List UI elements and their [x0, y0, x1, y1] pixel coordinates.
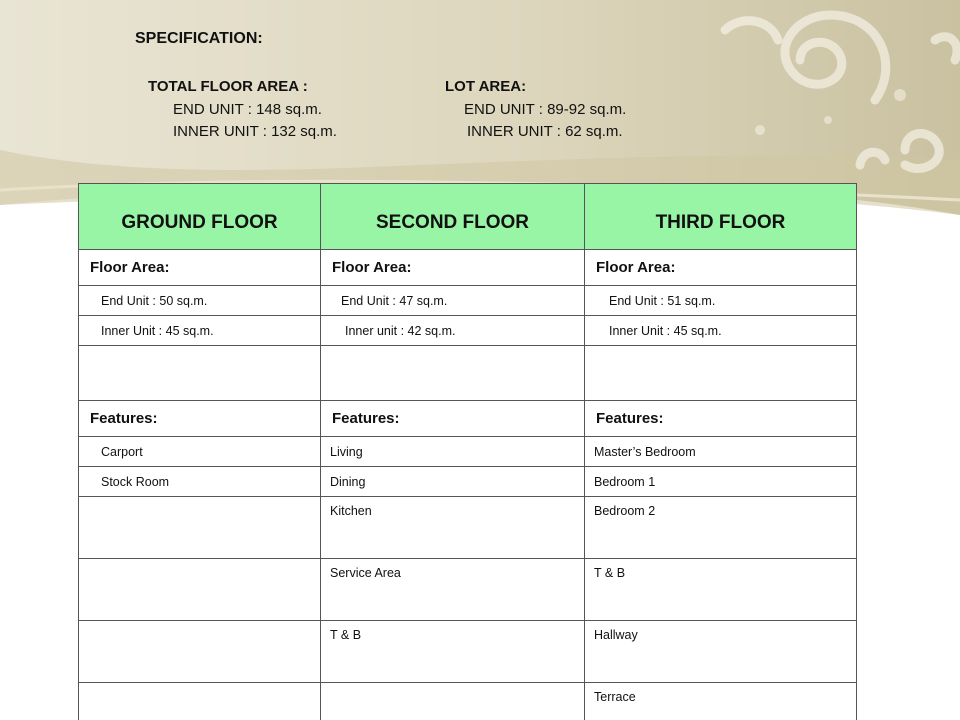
table-row [79, 467, 857, 497]
header-second-floor: SECOND FLOOR [321, 184, 585, 250]
features-label-row [79, 401, 857, 437]
features-label: Features: [321, 401, 585, 437]
table-cell: Living [321, 437, 585, 467]
table-cell: Inner unit : 42 sq.m. [321, 316, 585, 346]
table-cell [79, 621, 321, 683]
table-row [79, 286, 857, 316]
total-floor-area-end-unit: END UNIT : 148 sq.m. [173, 101, 322, 118]
lot-area-label: LOT AREA: [445, 78, 527, 95]
table-cell: Inner Unit : 45 sq.m. [585, 316, 857, 346]
empty-cell [79, 346, 321, 401]
table-cell [321, 683, 585, 720]
table-cell: T & B [585, 559, 857, 621]
table-cell: Inner Unit : 45 sq.m. [79, 316, 321, 346]
table-cell: Terrace [585, 683, 857, 720]
table-cell: Kitchen [321, 497, 585, 559]
table-row [79, 497, 857, 559]
table-cell: Hallway [585, 621, 857, 683]
table-cell [79, 683, 321, 720]
floor-area-label: Floor Area: [79, 250, 321, 286]
total-floor-area-label: TOTAL FLOOR AREA : [148, 78, 308, 95]
table-row [79, 683, 857, 720]
floor-area-label: Floor Area: [321, 250, 585, 286]
lot-area-end-unit: END UNIT : 89-92 sq.m. [464, 101, 627, 118]
table-cell: End Unit : 50 sq.m. [79, 286, 321, 316]
header-third-floor: THIRD FLOOR [585, 184, 857, 250]
table-cell: Bedroom 1 [585, 467, 857, 497]
table-cell: Stock Room [79, 467, 321, 497]
specification-title: SPECIFICATION: [135, 30, 263, 47]
table-cell: Bedroom 2 [585, 497, 857, 559]
table-cell: Master’s Bedroom [585, 437, 857, 467]
table-cell: Dining [321, 467, 585, 497]
table-cell [79, 559, 321, 621]
floor-specs-table [78, 183, 857, 720]
empty-cell [585, 346, 857, 401]
floor-area-label-row [79, 250, 857, 286]
table-cell: End Unit : 47 sq.m. [321, 286, 585, 316]
header-ground-floor: GROUND FLOOR [79, 184, 321, 250]
table-row [79, 316, 857, 346]
table-cell [79, 497, 321, 559]
table-row [79, 437, 857, 467]
table-row [79, 559, 857, 621]
spacer-row [79, 346, 857, 401]
features-label: Features: [79, 401, 321, 437]
lot-area-inner-unit: INNER UNIT : 62 sq.m. [467, 123, 623, 140]
table-row [79, 621, 857, 683]
table-cell: End Unit : 51 sq.m. [585, 286, 857, 316]
features-label: Features: [585, 401, 857, 437]
floor-area-label: Floor Area: [585, 250, 857, 286]
table-cell: Carport [79, 437, 321, 467]
table-header-row [79, 184, 857, 250]
table-cell: T & B [321, 621, 585, 683]
empty-cell [321, 346, 585, 401]
table-cell: Service Area [321, 559, 585, 621]
total-floor-area-inner-unit: INNER UNIT : 132 sq.m. [173, 123, 337, 140]
